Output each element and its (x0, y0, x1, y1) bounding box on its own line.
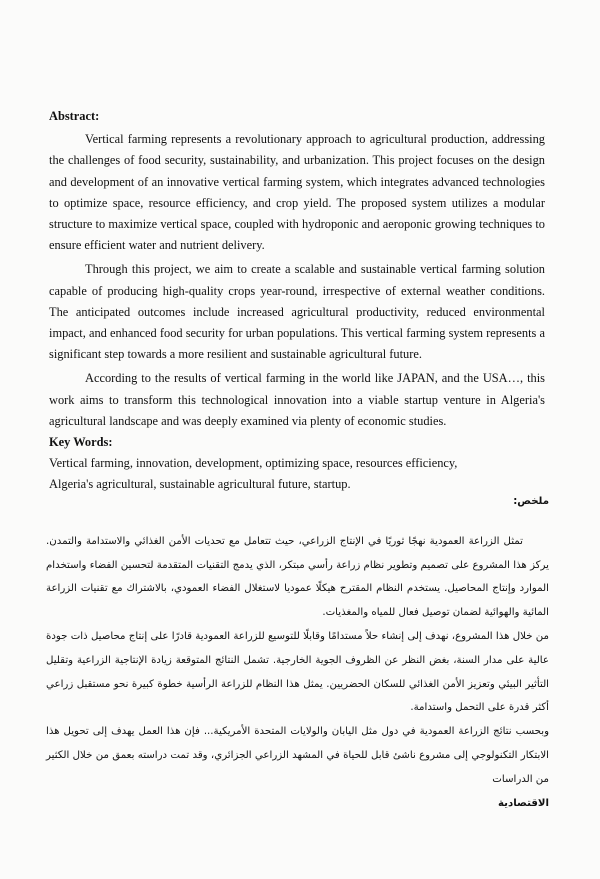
arabic-abstract-section (46, 490, 549, 815)
english-abstract-section (49, 106, 545, 496)
abstract-paragraph-3: According to the results of vertical farming in the world like JAPAN, and the USA…, this work aims to transform this technological innovation into a viable startup venture in Algeria's agricultural landscape and was deeply examined via plenty of economic studies. (49, 371, 545, 428)
keywords-text: Vertical farming, innovation, development, optimizing space, resources efficiency, Algeria's agricultural, sustainable agricultural future, startup. (49, 456, 458, 492)
abstract-paragraph-2: Through this project, we aim to create a scalable and sustainable vertical farming solution capable of producing high-quality crops year-round, irrespective of external weather conditions. The anticipated outcomes include increased agricultural productivity, reduced environmental impact, and enhanced food security for urban populations. This vertical farming system represents a significant step towards a more resilient and sustainable agricultural future. (49, 262, 545, 362)
abstract-paragraph-1: Vertical farming represents a revolutionary approach to agricultural production, addressing the challenges of food security, sustainability, and urbanization. This project focuses on the design and development of an innovative vertical farming system, which integrates advanced technologies to optimize space, resource efficiency, and crop yield. The proposed system utilizes a modular structure to maximize vertical space, coupled with hydroponic and aeroponic growing techniques to ensure efficient water and nutrient delivery. (49, 132, 545, 253)
arabic-paragraph-2: من خلال هذا المشروع، نهدف إلى إنشاء حلاً مستدامًا وقابلًا للتوسيع للزراعة العمودية قادرًا على إنتاج محاصيل ذات جودة عالية على مدار السنة، بغض النظر عن الظروف الجوية الخارجية. تشمل النتائج المتوقعة زيادة الإنتاجية الزراعية وتقليل التأثير البيئي وتعزيز الأمن الغذائي للسكان الحضريين. يمثل هذا النظام للزراعة الرأسية خطوة كبيرة نحو مستقبل زراعي أكثر قدرة على التحمل واستدامة. (46, 630, 549, 714)
arabic-paragraph-3-last-word: الاقتصادية (497, 797, 549, 809)
abstract-heading: Abstract: (49, 109, 100, 123)
arabic-paragraph-3: وبحسب نتائج الزراعة العمودية في دول مثل اليابان والولايات المتحدة الأمريكية... فإن هذا العمل يهدف إلى تحويل هذا الابتكار التكنولوجي إلى مشروع ناشئ قابل للحياة في المشهد الزراعي الجزائري، وقد تمت دراسته بعمق من خلال الكثير من الدراسات (46, 726, 549, 785)
keywords-heading: Key Words: (49, 435, 113, 450)
arabic-abstract-heading: ملخص: (513, 496, 549, 507)
arabic-paragraph-1: تمثل الزراعة العمودية نهجًا ثوريًا في الإنتاج الزراعي، حيث تتعامل مع تحديات الأمن الغذائي والاستدامة والتمدن. يركز هذا المشروع على تصميم وتطوير نظام زراعة رأسي مبتكر، الذي يدمج التقنيات المتقدمة لتحسين الفضاء واستخدام الموارد وإنتاج المحاصيل. يستخدم النظام المقترح هيكلًا عموديا لاستغلال الفضاء العمودي، بالاشتراك مع تقنيات الزراعة المائية والهوائية لضمان توصيل فعال للمياه والمغذيات. (46, 535, 549, 619)
